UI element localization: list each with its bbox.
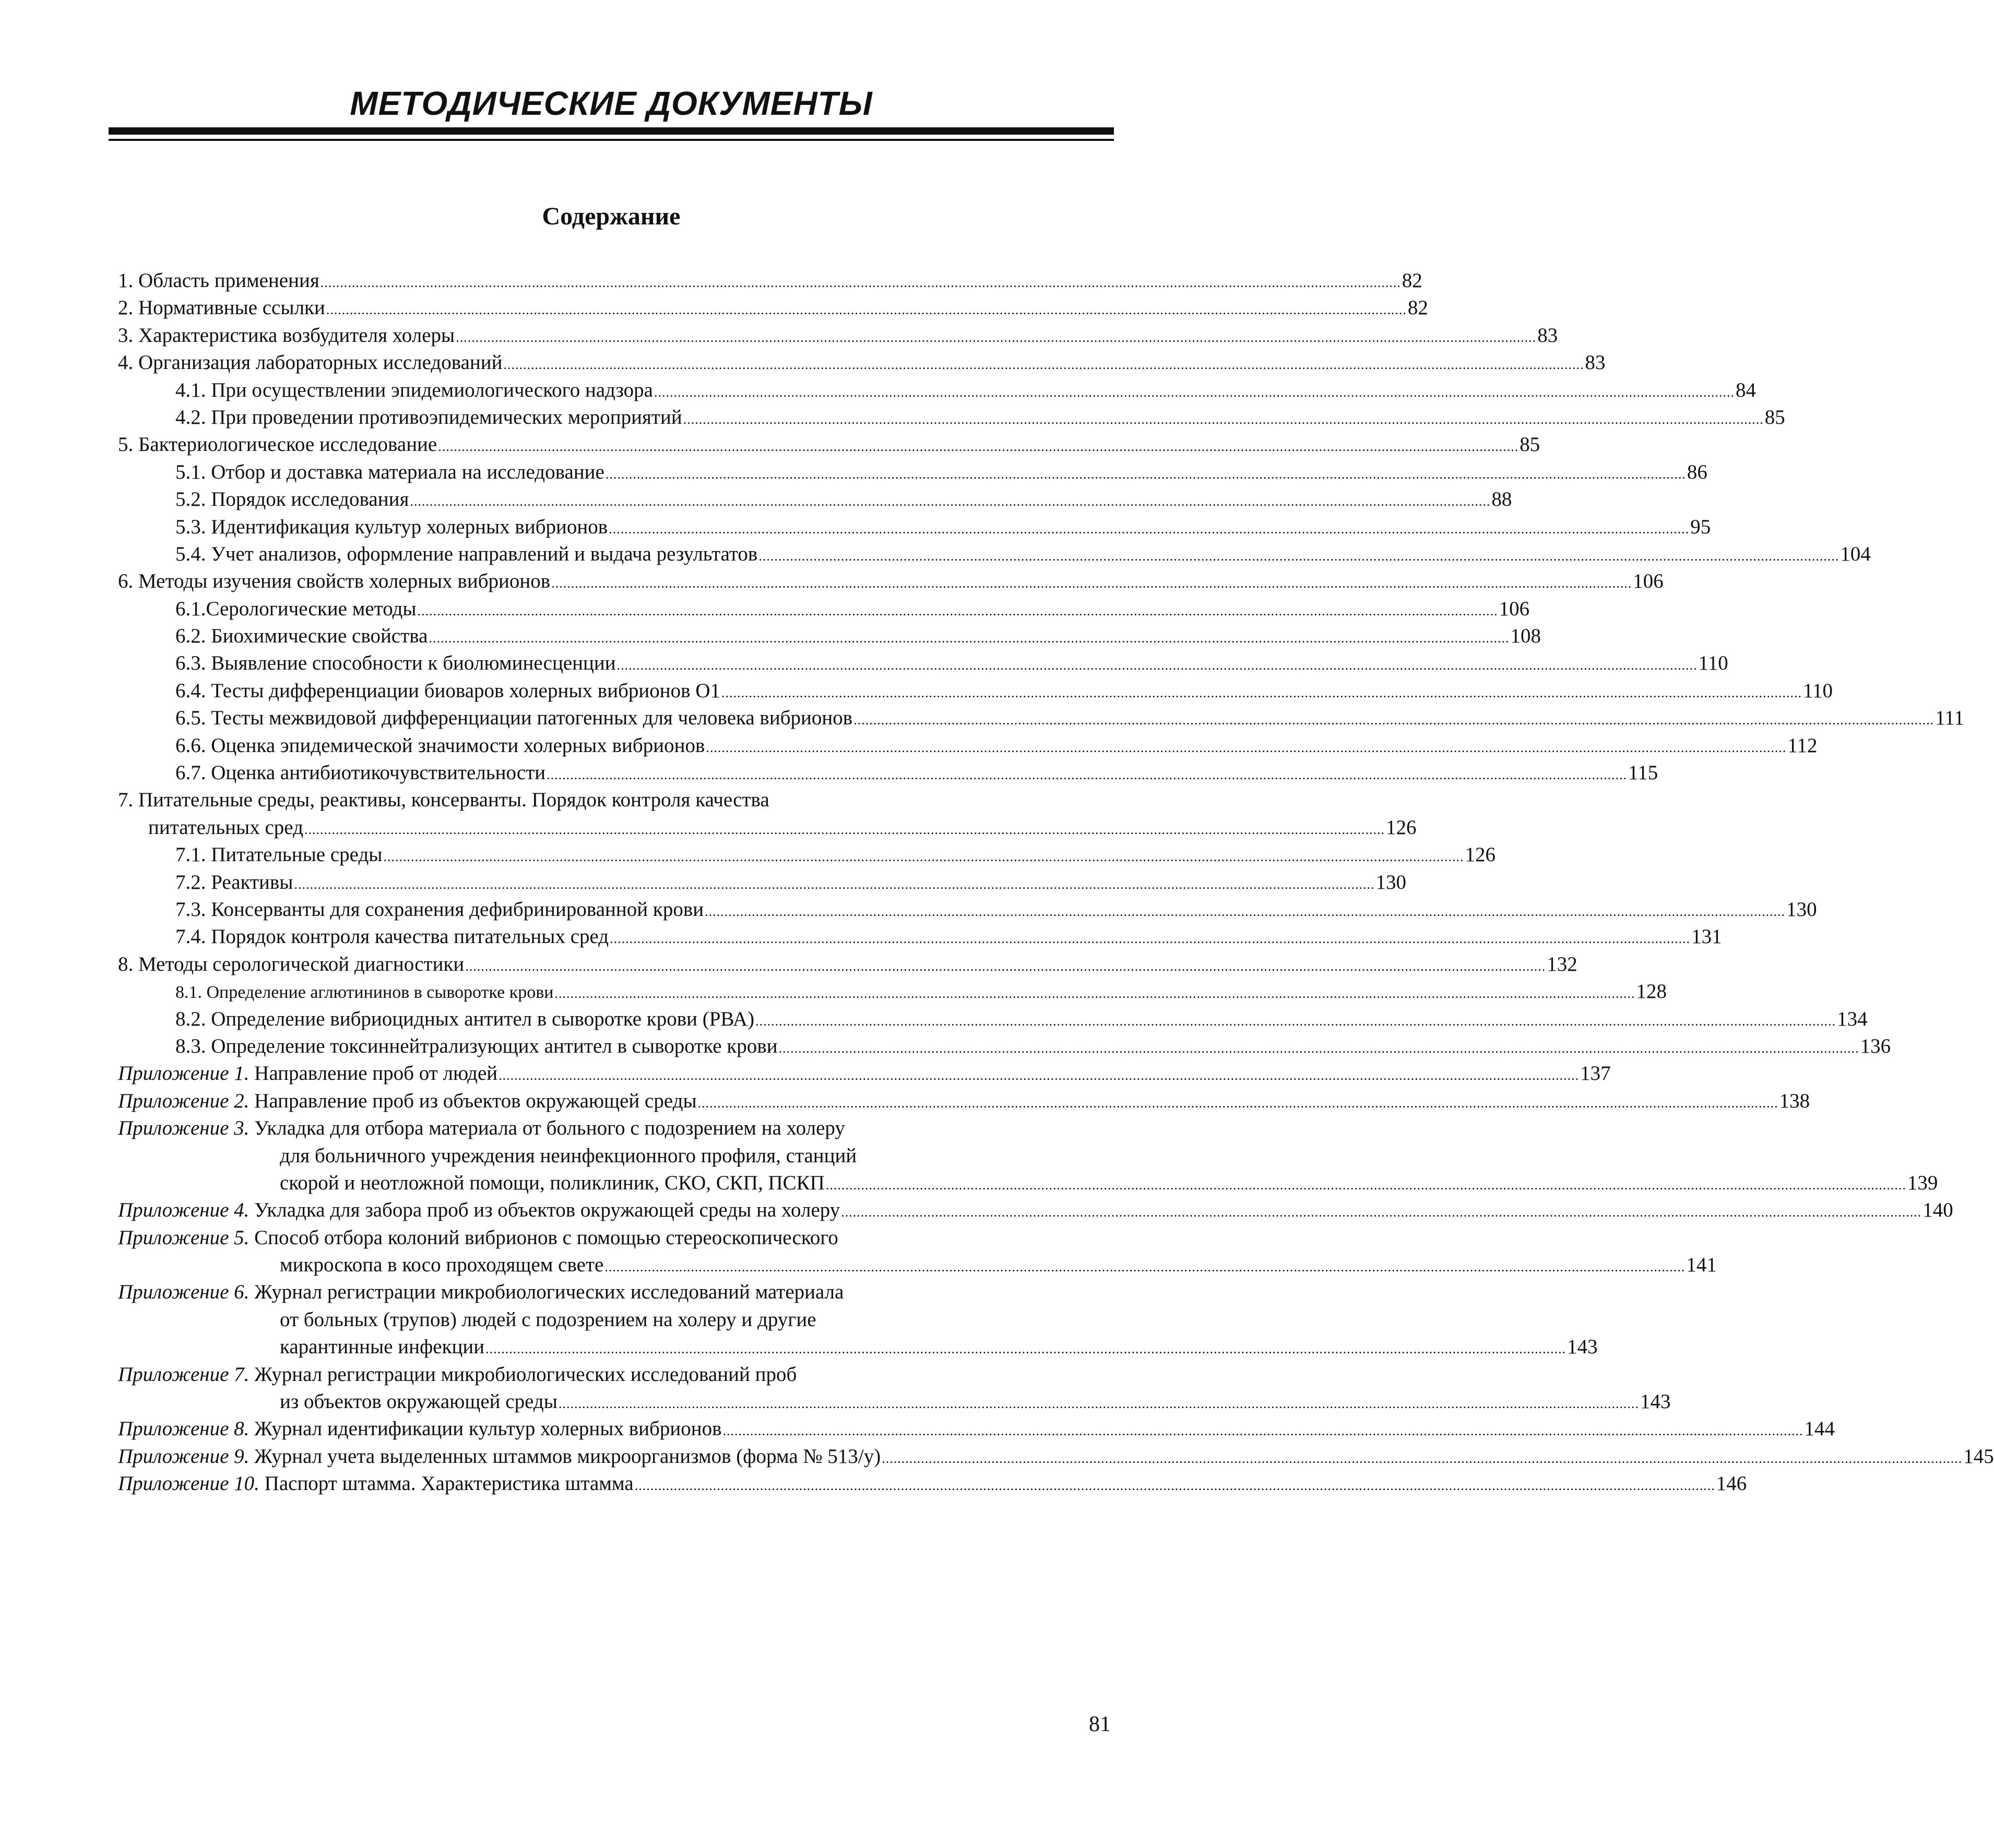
toc-entry-label [175, 1006, 754, 1033]
toc-entry-label [175, 841, 383, 868]
appendix-label: Приложение 2. [118, 1089, 250, 1112]
toc-entry-page: 111 [1935, 707, 1964, 730]
toc-entry-row [280, 1333, 1598, 1363]
toc-entry-row [175, 514, 1711, 543]
toc-entry-label [118, 294, 325, 321]
dot-leader: .................................................................................................................................................................................................................................................................................... [551, 576, 1632, 591]
toc-entry-row [118, 431, 1540, 460]
toc-entry-row [175, 623, 1541, 652]
toc-entry[interactable] [118, 705, 1964, 732]
toc-entry-label [175, 979, 554, 1006]
toc-entry-title: 7.2. Реактивы [175, 871, 293, 893]
toc-entry-row [175, 923, 1722, 952]
dot-leader: .................................................................................................................................................................................................................................................................................... [304, 821, 1385, 837]
table-of-contents [118, 267, 1994, 1498]
toc-entry-page: 143 [1640, 1390, 1671, 1413]
toc-entry[interactable] [118, 595, 1530, 623]
toc-entry[interactable] [118, 650, 1728, 677]
toc-entry-label [118, 267, 319, 294]
appendix-label: Приложение 4. [118, 1199, 250, 1222]
toc-entry[interactable] [118, 294, 1428, 321]
dot-leader: .................................................................................................................................................................................................................................................................................... [547, 767, 1628, 783]
toc-entry-title: 1. Область применения [118, 269, 319, 292]
toc-entry[interactable] [118, 1279, 1109, 1306]
appendix-label: Приложение 3. [118, 1117, 250, 1140]
dot-leader: .................................................................................................................................................................................................................................................................................... [697, 1095, 1778, 1111]
toc-entry-title: 3. Характеристика возбудителя холеры [118, 324, 455, 347]
toc-entry-continuation[interactable] [118, 1388, 1671, 1415]
toc-entry[interactable] [118, 1060, 1611, 1087]
toc-entry-label [118, 1281, 844, 1303]
toc-entry-label [118, 431, 437, 458]
toc-entry[interactable] [118, 514, 1711, 541]
toc-entry-continuation[interactable] [118, 1142, 1109, 1170]
toc-entry-title: 5.4. Учет анализов, оформление направлений и выдача результатов [175, 542, 758, 565]
dot-leader: .................................................................................................................................................................................................................................................................................... [417, 603, 1498, 618]
toc-entry-row [148, 814, 1417, 843]
toc-entry-page: 130 [1786, 898, 1817, 921]
toc-entry-row [175, 459, 1707, 488]
dot-leader: .................................................................................................................................................................................................................................................................................... [609, 521, 1690, 536]
toc-entry[interactable] [118, 486, 1512, 513]
toc-entry-row [175, 869, 1406, 898]
toc-entry-title: 5.3. Идентификация культур холерных вибрионов [175, 515, 608, 538]
toc-entry[interactable] [118, 869, 1406, 896]
toc-entry-continuation[interactable] [118, 814, 1417, 841]
toc-entry-label [118, 1363, 797, 1386]
toc-entry-row [118, 267, 1422, 296]
toc-entry-continuation[interactable] [118, 1251, 1717, 1279]
toc-entry-title: 4. Организация лабораторных исследований [118, 351, 503, 374]
toc-entry-label [118, 568, 550, 595]
dot-leader: .................................................................................................................................................................................................................................................................................... [758, 548, 1839, 564]
toc-entry-label [175, 677, 720, 705]
toc-entry-title: Укладка для отбора материала от больного с подозрением на холеру [254, 1117, 845, 1140]
toc-entry-row [118, 322, 1558, 351]
toc-entry-page: 140 [1922, 1199, 1953, 1222]
header-rule-thick [109, 127, 1114, 135]
toc-entry-continuation[interactable] [118, 1170, 1938, 1197]
toc-entry-continuation-text: для больничного учреждения неинфекционного профиля, станций [280, 1144, 857, 1167]
appendix-label: Приложение 7. [118, 1363, 250, 1386]
toc-entry-page: 143 [1567, 1336, 1598, 1358]
toc-entry-label [175, 705, 852, 732]
toc-entry-label [175, 404, 682, 431]
toc-entry-title: 2. Нормативные ссылки [118, 296, 325, 319]
dot-leader: .................................................................................................................................................................................................................................................................................... [485, 1341, 1566, 1357]
toc-entry-page: 86 [1687, 460, 1707, 483]
header-rule-thin [109, 139, 1114, 141]
toc-entry-row [280, 1388, 1671, 1417]
toc-entry-label [175, 595, 417, 623]
page-number: 81 [1089, 1712, 1111, 1736]
dot-leader: .................................................................................................................................................................................................................................................................................... [429, 630, 1510, 646]
toc-entry-page: 136 [1860, 1034, 1891, 1057]
toc-entry-continuation-text: питательных сред [148, 816, 303, 839]
toc-entry-row [118, 294, 1428, 324]
toc-entry-row [280, 1170, 1938, 1199]
appendix-label: Приложение 9. [118, 1445, 250, 1468]
toc-entry[interactable] [118, 431, 1540, 458]
toc-entry-label [175, 650, 616, 677]
toc-entry[interactable] [118, 568, 1664, 595]
toc-entry-label [175, 459, 604, 486]
dot-leader: .................................................................................................................................................................................................................................................................................... [722, 1423, 1803, 1439]
running-header: МЕТОДИЧЕСКИЕ ДОКУМЕНТЫ [350, 85, 873, 122]
toc-entry-row [118, 1415, 1835, 1445]
dot-leader: .................................................................................................................................................................................................................................................................................... [326, 302, 1407, 318]
toc-entry-page: 146 [1716, 1472, 1747, 1495]
toc-entry-title: 7.4. Порядок контроля качества питательных сред [175, 925, 609, 948]
appendix-label: Приложение 1. [118, 1062, 250, 1085]
toc-entry-page: 128 [1636, 980, 1667, 1003]
toc-entry[interactable] [118, 786, 1109, 814]
toc-entry-title: 4.1. При осуществлении эпидемиологического надзора [175, 378, 653, 401]
toc-entry-title: 7. Питательные среды, реактивы, консерванты. Порядок контроля качества [118, 789, 769, 812]
appendix-label: Приложение 6. [118, 1281, 250, 1304]
toc-entry-title: 5.1. Отбор и доставка материала на исследование [175, 460, 604, 483]
toc-entry-label [118, 322, 455, 349]
toc-entry[interactable] [118, 677, 1833, 705]
toc-entry-label [175, 486, 409, 513]
toc-entry-row [118, 349, 1606, 378]
toc-entry-page: 85 [1764, 406, 1785, 428]
toc-entry-title: 7.3. Консерванты для сохранения дефибринированной крови [175, 898, 704, 921]
toc-entry-title: Паспорт штамма. Характеристика штамма [264, 1472, 634, 1495]
toc-entry-page: 106 [1633, 570, 1664, 593]
toc-entry[interactable] [118, 1033, 1891, 1060]
toc-entry-title: Направление проб из объектов окружающей среды [254, 1089, 697, 1112]
toc-entry-row [175, 732, 1818, 761]
dot-leader: .................................................................................................................................................................................................................................................................................... [558, 1396, 1639, 1412]
toc-entry-title: Направление проб от людей [254, 1062, 498, 1085]
toc-entry-page: 132 [1547, 952, 1577, 975]
toc-entry-title: Журнал регистрации микробиологических исследований проб [254, 1363, 797, 1386]
toc-entry-page: 115 [1628, 761, 1658, 784]
dot-leader: .................................................................................................................................................................................................................................................................................... [456, 329, 1537, 345]
dot-leader: .................................................................................................................................................................................................................................................................................... [778, 1040, 1859, 1056]
toc-entry-continuation-text: карантинные инфекции [280, 1336, 485, 1358]
dot-leader: .................................................................................................................................................................................................................................................................................... [721, 685, 1802, 700]
page-title: Содержание [542, 202, 681, 230]
toc-entry-page: 137 [1580, 1062, 1611, 1085]
toc-entry-row [175, 1033, 1891, 1062]
toc-entry[interactable] [118, 1088, 1810, 1115]
toc-entry-title: 6.2. Биохимические свойства [175, 625, 428, 648]
toc-entry-row [175, 896, 1817, 925]
toc-entry-label [175, 514, 608, 541]
toc-entry-label [118, 349, 503, 376]
toc-entry-row [175, 705, 1964, 734]
appendix-label: Приложение 10. [118, 1472, 259, 1495]
toc-entry[interactable] [118, 1006, 1868, 1033]
toc-entry-page: 145 [1963, 1445, 1994, 1468]
toc-entry[interactable] [118, 377, 1756, 404]
toc-entry-row [175, 650, 1728, 679]
toc-entry-label [118, 1060, 497, 1087]
dot-leader: .................................................................................................................................................................................................................................................................................... [654, 384, 1735, 400]
toc-entry[interactable] [118, 732, 1818, 759]
appendix-label: Приложение 8. [118, 1417, 250, 1440]
toc-entry-title: 8.2. Определение вибриоцидных антител в сыворотке крови (РВА) [175, 1007, 755, 1030]
toc-entry-page: 112 [1787, 734, 1818, 757]
toc-entry[interactable] [118, 841, 1496, 868]
toc-entry-page: 134 [1837, 1007, 1868, 1030]
toc-entry-row [175, 841, 1496, 871]
toc-entry-page: 95 [1690, 515, 1711, 538]
toc-entry-page: 83 [1537, 324, 1558, 347]
toc-entry-page: 126 [1385, 816, 1417, 839]
toc-entry-row [118, 1470, 1747, 1499]
toc-entry-page: 131 [1691, 925, 1722, 948]
toc-entry[interactable] [118, 1197, 1953, 1224]
dot-leader: .................................................................................................................................................................................................................................................................................... [706, 740, 1787, 755]
toc-entry-title: 7.1. Питательные среды [175, 843, 383, 866]
dot-leader: .................................................................................................................................................................................................................................................................................... [410, 494, 1491, 509]
toc-entry[interactable] [118, 1361, 1109, 1388]
toc-entry[interactable] [118, 951, 1577, 978]
toc-entry[interactable] [118, 349, 1606, 376]
dot-leader: .................................................................................................................................................................................................................................................................................... [294, 876, 1375, 892]
toc-entry-label [175, 869, 293, 896]
toc-entry[interactable] [118, 541, 1871, 568]
toc-entry-label [175, 732, 705, 759]
toc-entry-title: 6.7. Оценка антибиотикочувствительности [175, 761, 546, 784]
dot-leader: .................................................................................................................................................................................................................................................................................... [604, 1259, 1686, 1275]
toc-entry-row [118, 568, 1664, 597]
toc-entry[interactable] [118, 1470, 1747, 1497]
toc-entry-label [175, 1033, 778, 1060]
dot-leader: .................................................................................................................................................................................................................................................................................... [438, 439, 1519, 455]
dot-leader: .................................................................................................................................................................................................................................................................................... [705, 903, 1786, 919]
toc-entry-page: 104 [1840, 542, 1871, 565]
toc-entry-title: 4.2. При проведении противоэпидемических мероприятий [175, 406, 682, 428]
toc-entry-continuation[interactable] [118, 1333, 1598, 1361]
toc-entry-row [175, 377, 1756, 406]
toc-entry-label [118, 1226, 838, 1249]
dot-leader: .................................................................................................................................................................................................................................................................................... [605, 466, 1686, 482]
toc-entry[interactable] [118, 759, 1658, 786]
toc-entry[interactable] [118, 923, 1722, 950]
toc-entry-page: 84 [1735, 378, 1756, 401]
toc-entry-title: 8.3. Определение токсиннейтрализующих антител в сыворотке крови [175, 1034, 778, 1057]
toc-entry-page: 138 [1779, 1089, 1810, 1112]
toc-entry-title: 8. Методы серологической диагностики [118, 952, 465, 975]
dot-leader: .................................................................................................................................................................................................................................................................................... [841, 1205, 1922, 1220]
dot-leader: .................................................................................................................................................................................................................................................................................... [503, 357, 1584, 373]
toc-entry-label [118, 1197, 840, 1224]
toc-entry-page: 126 [1465, 843, 1496, 866]
toc-entry-title: Способ отбора колоний вибрионов с помощью стереоскопического [254, 1226, 838, 1249]
toc-entry-title: Журнал регистрации микробиологических исследований материала [254, 1281, 844, 1304]
toc-entry-page: 141 [1686, 1254, 1717, 1277]
toc-entry-continuation[interactable] [118, 1306, 1109, 1333]
toc-entry-row [118, 1088, 1810, 1117]
dot-leader: .................................................................................................................................................................................................................................................................................... [853, 712, 1934, 728]
toc-entry-page: 82 [1407, 296, 1428, 319]
toc-entry-page: 144 [1804, 1417, 1835, 1440]
dot-leader: .................................................................................................................................................................................................................................................................................... [320, 275, 1401, 290]
toc-entry-row [175, 541, 1871, 570]
toc-entry-page: 110 [1803, 679, 1833, 702]
toc-entry-label [118, 1443, 881, 1470]
toc-entry-title: Журнал идентификации культур холерных вибрионов [254, 1417, 722, 1440]
toc-entry-label [175, 896, 704, 923]
toc-entry[interactable] [118, 459, 1707, 486]
dot-leader: .................................................................................................................................................................................................................................................................................... [383, 849, 1464, 865]
toc-entry-title: 5.2. Порядок исследования [175, 488, 409, 511]
toc-entry-label [118, 1470, 634, 1497]
toc-entry-title: 6. Методы изучения свойств холерных вибрионов [118, 570, 551, 593]
toc-entry-row [175, 404, 1785, 433]
toc-entry-page: 88 [1491, 488, 1512, 511]
toc-entry-page: 85 [1520, 433, 1540, 456]
toc-entry-page: 110 [1698, 652, 1728, 675]
toc-entry-page: 83 [1585, 351, 1606, 374]
toc-entry[interactable] [118, 1443, 1994, 1470]
toc-entry-row [175, 595, 1530, 625]
toc-entry-continuation-text: микроскопа в косо проходящем свете [280, 1254, 604, 1277]
dot-leader: .................................................................................................................................................................................................................................................................................... [634, 1478, 1715, 1494]
toc-entry-title: 6.1.Серологические методы [175, 597, 417, 620]
toc-entry-page: 130 [1375, 871, 1406, 893]
toc-entry-title: 6.4. Тесты дифференциации биоваров холерных вибрионов O1 [175, 679, 720, 702]
toc-entry-label [175, 623, 428, 650]
toc-entry-row [175, 978, 1667, 1007]
toc-entry-row [175, 759, 1658, 789]
toc-entry[interactable] [118, 322, 1558, 349]
toc-entry-label [118, 1117, 845, 1139]
toc-entry-page: 108 [1510, 625, 1541, 648]
toc-entry-label [175, 759, 545, 786]
dot-leader: .................................................................................................................................................................................................................................................................................... [554, 986, 1635, 1002]
toc-entry[interactable] [118, 267, 1422, 294]
toc-entry-title: 6.6. Оценка эпидемической значимости холерных вибрионов [175, 734, 705, 757]
toc-entry-label [118, 1088, 697, 1115]
toc-entry-label [175, 541, 757, 568]
toc-entry[interactable] [118, 896, 1817, 923]
toc-entry[interactable] [118, 623, 1541, 650]
dot-leader: .................................................................................................................................................................................................................................................................................... [683, 411, 1764, 427]
toc-entry-continuation-text: скорой и неотложной помощи, поликлиник, СКО, СКП, ПСКП [280, 1171, 825, 1194]
toc-entry-label [118, 1415, 722, 1442]
toc-entry[interactable] [118, 1415, 1835, 1442]
appendix-label: Приложение 5. [118, 1226, 250, 1249]
toc-entry-row [175, 677, 1833, 707]
toc-entry-title: Журнал учета выделенных штаммов микроорганизмов (форма № 513/у) [254, 1445, 881, 1468]
dot-leader: .................................................................................................................................................................................................................................................................................... [465, 958, 1546, 974]
toc-entry-row [175, 1006, 1868, 1035]
toc-entry[interactable] [118, 404, 1785, 431]
toc-entry-page: 82 [1402, 269, 1422, 292]
dot-leader: .................................................................................................................................................................................................................................................................................... [825, 1177, 1906, 1193]
toc-entry-page: 106 [1499, 597, 1530, 620]
toc-entry-label [175, 377, 653, 404]
toc-entry[interactable] [118, 1224, 1109, 1251]
toc-entry-continuation-text: из объектов окружающей среды [280, 1390, 557, 1413]
toc-entry-title: 8.1. Определение аглютининов в сыворотке крови [175, 983, 554, 1003]
toc-entry-row [118, 1443, 1994, 1472]
dot-leader: .................................................................................................................................................................................................................................................................................... [610, 931, 1691, 947]
toc-entry-row [118, 1197, 1953, 1226]
toc-entry[interactable] [118, 1115, 1109, 1142]
toc-entry[interactable] [118, 978, 1667, 1005]
toc-entry-title: 6.3. Выявление способности к биолюминесценции [175, 652, 616, 675]
toc-entry-row [118, 951, 1577, 980]
toc-entry-label [118, 789, 769, 811]
dot-leader: .................................................................................................................................................................................................................................................................................... [755, 1013, 1836, 1029]
toc-entry-row [175, 486, 1512, 515]
toc-entry-title: Укладка для забора проб из объектов окружающей среды на холеру [254, 1199, 840, 1222]
toc-entry-row [280, 1251, 1717, 1281]
toc-entry-row [118, 1060, 1611, 1089]
toc-entry-page: 139 [1907, 1171, 1938, 1194]
toc-entry-continuation-text: от больных (трупов) людей с подозрением на холеру и другие [280, 1308, 816, 1331]
toc-entry-title: 6.5. Тесты межвидовой дифференциации патогенных для человека вибрионов [175, 707, 853, 730]
dot-leader: .................................................................................................................................................................................................................................................................................... [498, 1068, 1580, 1083]
toc-entry-title: 5. Бактериологическое исследование [118, 433, 437, 456]
dot-leader: .................................................................................................................................................................................................................................................................................... [616, 658, 1698, 673]
toc-entry-label [175, 923, 609, 950]
toc-entry-label [118, 951, 464, 978]
dot-leader: .................................................................................................................................................................................................................................................................................... [882, 1450, 1963, 1466]
